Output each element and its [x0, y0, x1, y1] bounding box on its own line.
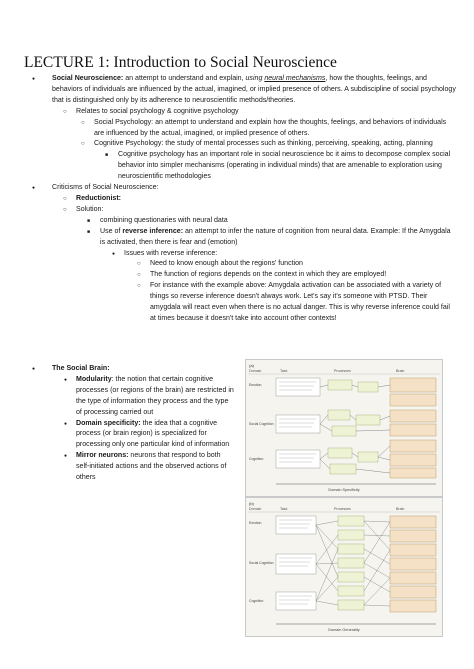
list-item — [62, 419, 234, 452]
domain-generality-figure — [245, 497, 443, 637]
use-of-text: Use of — [100, 227, 123, 235]
social-psych-text: Social Psychology: an attempt to understand and explain how the thoughts, feelings, and behaviors of individuals are influenced by the actual, imagined, or implied presence of others. — [94, 118, 447, 137]
fig-col-process: Processes — [334, 369, 351, 373]
fig-col-brain: Brain — [396, 507, 405, 511]
fig-col-task: Task — [280, 369, 288, 373]
fig-panel-label: (a) — [249, 363, 254, 368]
list-item — [24, 364, 234, 484]
issue-text: The function of regions depends on the context in which they are employed! — [150, 271, 387, 279]
sn-italic: using — [245, 75, 265, 82]
solution-term: Solution: — [76, 205, 104, 213]
sn-underline: neural mechanisms — [264, 75, 326, 82]
list-item — [136, 281, 456, 325]
cog-role-text: Cognitive psychology has an important role in social neuroscience bc it aims to decompose complex social behavior into simpler mechanisms (operating in individual minds) that are amenable to exploration using neuroscientific methodologies — [118, 151, 451, 181]
list-item — [104, 150, 456, 183]
cog-psych-text: Cognitive Psychology: the study of mental processes such as thinking, perceiving, speaking, acting, planning — [94, 140, 433, 148]
list-item — [136, 259, 456, 270]
fig-row-social: Social Cognition — [249, 422, 274, 426]
sn-term: Social Neuroscience: — [52, 75, 124, 82]
list-item — [62, 451, 234, 484]
list-item — [62, 107, 456, 183]
modularity-text: : the notion that certain cognitive processes (or regions of the brain) are restricted in the type of information they process and the type of processing carried out — [76, 375, 234, 416]
social-brain-heading: The Social Brain: — [52, 365, 110, 372]
relates-text: Relates to social psychology & cognitive psychology — [76, 107, 239, 115]
criticisms-heading: Criticisms of Social Neuroscience: — [52, 184, 159, 192]
fig-col-domain: Domain — [249, 369, 262, 373]
fig-row-emotion: Emotion — [249, 383, 262, 387]
issue-text: For instance with the example above: Amygdala activation can be associated with a variety of things so reverse inference doesn't always work. Let's say it's someone with PTSD. Their amygdala will react even when there is no actual danger. This is why reverse inference could fail at times because it doesn't take into account other contexts! — [150, 282, 450, 322]
list-item — [80, 139, 456, 183]
combining-text: combining questionaries with neural data — [100, 216, 228, 224]
fig-col-task: Task — [280, 507, 288, 511]
fig-row-social: Social Cognition — [249, 561, 274, 565]
fig-col-domain: Domain — [249, 507, 262, 511]
fig-col-brain: Brain — [396, 369, 405, 373]
list-item — [80, 118, 456, 140]
list-item — [86, 227, 456, 325]
list-item — [62, 205, 456, 325]
list-item — [86, 216, 456, 227]
domain-specificity-text: the idea that a cognitive process (or brain region) is specialized for processing only one particular kind of information — [76, 419, 230, 449]
sn-text: an attempt to understand and explain, — [123, 75, 246, 82]
list-item — [110, 249, 456, 325]
fig-row-cognition: Cognition — [249, 599, 264, 603]
reductionist-term: Reductionist: — [76, 194, 122, 202]
issue-text: Need to know enough about the regions' function — [150, 260, 303, 268]
fig-footer: Domain Specificity — [328, 488, 360, 492]
fig-footer: Domain Generality — [328, 628, 360, 632]
reverse-inference-term: reverse inference: — [122, 227, 184, 235]
fig-row-emotion: Emotion — [249, 521, 262, 525]
list-item — [24, 74, 456, 183]
mirror-neurons-term: Mirror neurons: — [76, 452, 129, 460]
fig-col-process: Processes — [334, 507, 351, 511]
list-item — [24, 183, 456, 325]
sn-text-b: , how the thoughts, feelings, and behaviors of individuals are influenced by the actual, imagined, or implied presence of others. A subdiscipline of social psychology that is distinguished only by its adherence to neuroscientific methods/theories. — [52, 75, 456, 104]
reverse-inference-text: an attempt to infer the nature of cognition from neural data. Example: If the Amygdala is activated, then there is fear and (emotion) — [100, 227, 451, 246]
mirror-neurons-text: neurons that respond to both self-initiated actions and the observed actions of others — [76, 452, 227, 482]
fig-row-cognition: Cognition — [249, 457, 264, 461]
issues-heading: Issues with reverse inference: — [124, 249, 218, 257]
page-title: LECTURE 1: Introduction to Social Neuroscience — [24, 54, 337, 71]
fig-panel-label: (b) — [249, 501, 254, 506]
list-item — [62, 375, 234, 419]
list-item — [136, 270, 456, 281]
domain-specificity-term: Domain specificity: — [76, 419, 141, 427]
list-item — [62, 194, 456, 205]
lecture-notes — [24, 74, 456, 325]
social-brain-section — [24, 364, 234, 484]
domain-specificity-figure — [245, 359, 443, 497]
modularity-term: Modularity — [76, 375, 112, 383]
